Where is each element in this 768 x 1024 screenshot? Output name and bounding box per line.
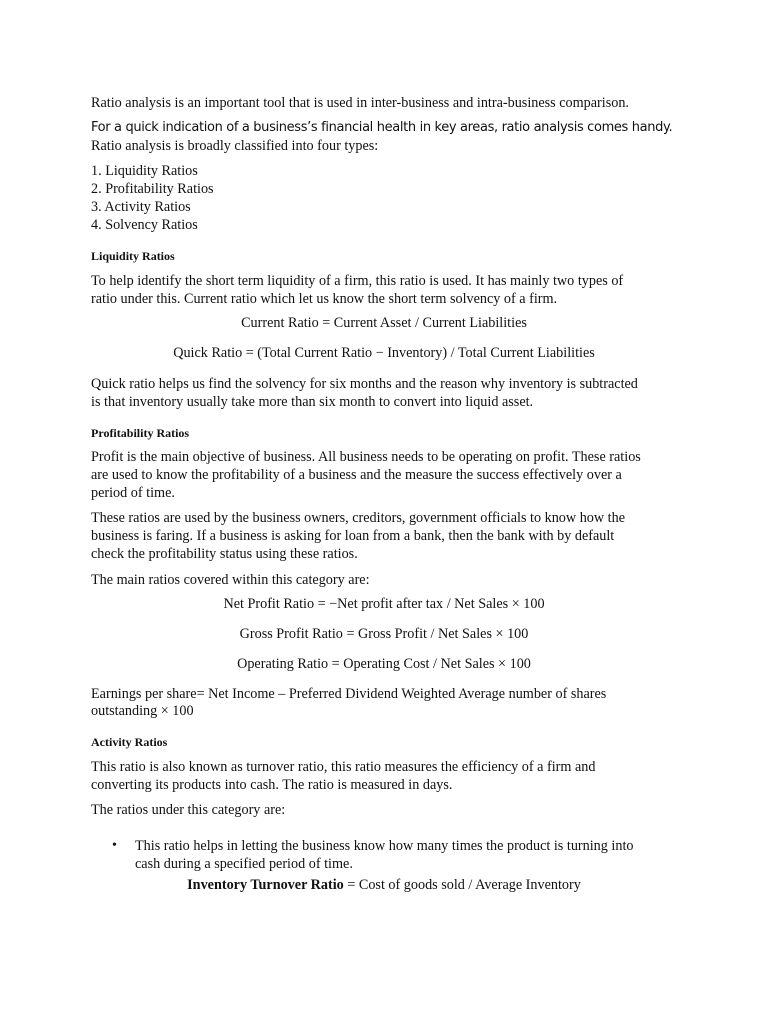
quick-ratio-formula: Quick Ratio = (Total Current Ratio − Inventory) / Total Current Liabilities [173,345,595,361]
liquidity-para-line: is that inventory usually take more than six month to convert into liquid asset. [91,394,534,410]
intro-line-3: Ratio analysis is broadly classified into four types: [91,138,379,154]
intro-line-2: For a quick indication of a business’s financial health in key areas, ratio analysis comes handy. [91,120,673,135]
bullet-icon: • [112,838,117,853]
eps-line: outstanding × 100 [91,703,194,719]
inventory-turnover-expression: = Cost of goods sold / Average Inventory [343,877,581,893]
intro-line-1: Ratio analysis is an important tool that is used in inter-business and intra-business comparison. [91,95,629,111]
profitability-para-line: The main ratios covered within this category are: [91,572,370,588]
profitability-heading: Profitability Ratios [91,426,190,440]
net-profit-ratio-formula: Net Profit Ratio = −Net profit after tax / Net Sales × 100 [223,596,545,612]
activity-para-line: This ratio is also known as turnover ratio, this ratio measures the efficiency of a firm and [91,759,596,775]
activity-para-line: converting its products into cash. The ratio is measured in days. [91,777,453,793]
profitability-para-line: These ratios are used by the business owners, creditors, government officials to know how the [91,510,626,526]
inventory-turnover-formula [0,876,768,894]
type-list-item: 1. Liquidity Ratios [91,163,198,179]
liquidity-para-line: Quick ratio helps us find the solvency for six months and the reason why inventory is subtracted [91,376,638,392]
type-list-item: 4. Solvency Ratios [91,217,198,233]
liquidity-para-line: To help identify the short term liquidity of a firm, this ratio is used. It has mainly two types of [91,273,624,289]
gross-profit-ratio-formula: Gross Profit Ratio = Gross Profit / Net Sales × 100 [239,626,529,642]
current-ratio-formula: Current Ratio = Current Asset / Current Liabilities [241,315,527,331]
type-list-item: 3. Activity Ratios [91,199,191,215]
liquidity-para-line: ratio under this. Current ratio which let us know the short term solvency of a firm. [91,291,558,307]
activity-heading: Activity Ratios [91,735,168,749]
inventory-turnover-label: Inventory Turnover Ratio [187,877,344,893]
operating-ratio-formula: Operating Ratio = Operating Cost / Net Sales × 100 [237,656,531,672]
bullet-text-line: This ratio helps in letting the business know how many times the product is turning into [135,838,634,854]
type-list-item: 2. Profitability Ratios [91,181,214,197]
profitability-para-line: business is faring. If a business is asking for loan from a bank, then the bank with by default [91,528,615,544]
profitability-para-line: are used to know the profitability of a business and the measure the success effectively over a [91,467,622,483]
activity-para-line: The ratios under this category are: [91,802,286,818]
profitability-para-line: period of time. [91,485,175,501]
bullet-text-line: cash during a specified period of time. [135,856,353,872]
profitability-para-line: Profit is the main objective of business. All business needs to be operating on profit. These ratios [91,449,641,465]
liquidity-heading: Liquidity Ratios [91,249,175,263]
eps-line: Earnings per share= Net Income – Preferred Dividend Weighted Average number of shares [91,686,607,702]
profitability-para-line: check the profitability status using these ratios. [91,546,358,562]
